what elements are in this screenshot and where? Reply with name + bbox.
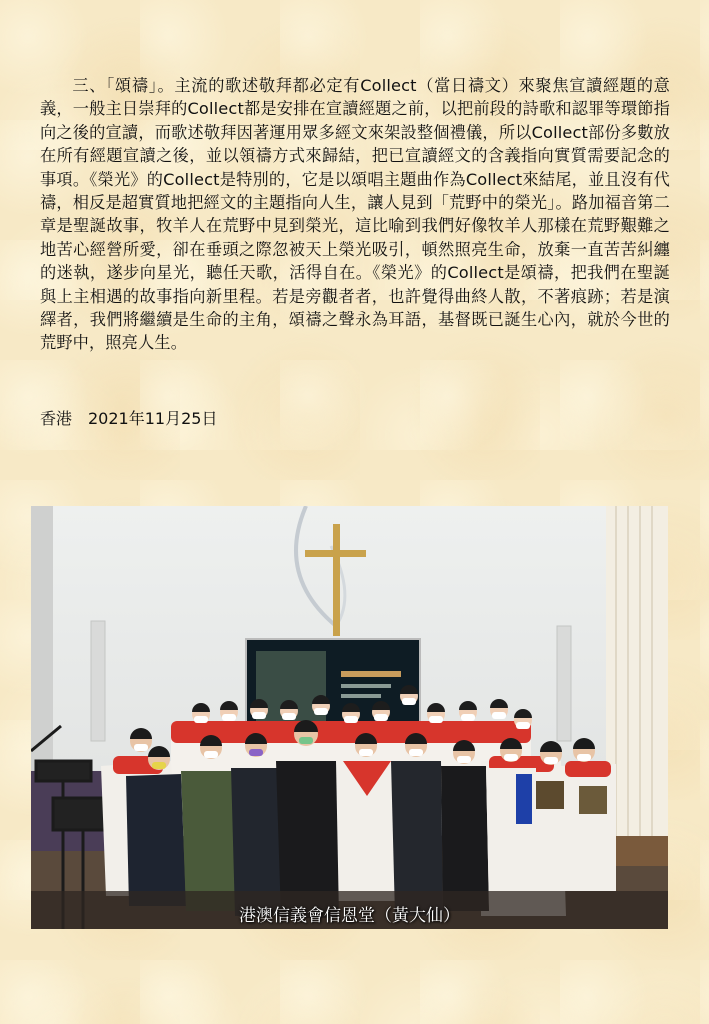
cross-icon bbox=[333, 524, 340, 636]
group-photo bbox=[31, 506, 668, 929]
article-paragraph: 三、「頌禱」。主流的歌述敬拜都必定有Collect（當日禱文）來聚焦宣讀經題的意義，一般主日崇拜的Collect都是安排在宣讀經題之前，以把前段的詩歌和認罪等環節指向之後的宣讀，而歌述敬拜因著運用眾多經文來架設整個禮儀，所以Collect部份多數放在所有經題宣讀之後，並以領禱方式來歸結，把已宣讀經文的含義指向實質需要記念的事項。《榮光》的Collect是特別的，它是以頌唱主題曲作為Collect來結尾，並且沒有代禱，相反是超實質地把經文的主題指向人生，讓人見到「荒野中的榮光」。路加福音第二章是聖誕故事，牧羊人在荒野中見到榮光，這比喻到我們好像牧羊人那樣在荒野艱難之地苦心經營所愛，卻在垂頭之際忽被天上榮光吸引，頓然照亮生命，放棄一直苦苦糾纏的迷執，遂步向星光，聽任天歌，活得自在。《榮光》的Collect是頌禱，把我們在聖誕與上主相遇的故事指向新里程。若是旁觀者者，也許覺得曲終人散，不著痕跡；若是演繹者，我們將繼續是生命的主角，頌禱之聲永為耳語，基督既已誕生心內，就於今世的荒野中，照亮人生。 bbox=[40, 76, 670, 353]
church-scene-illustration bbox=[31, 506, 668, 929]
photo-caption: 港澳信義會信恩堂（黃大仙） bbox=[239, 906, 460, 926]
dateline: 香港 2021年11月25日 bbox=[40, 409, 218, 428]
